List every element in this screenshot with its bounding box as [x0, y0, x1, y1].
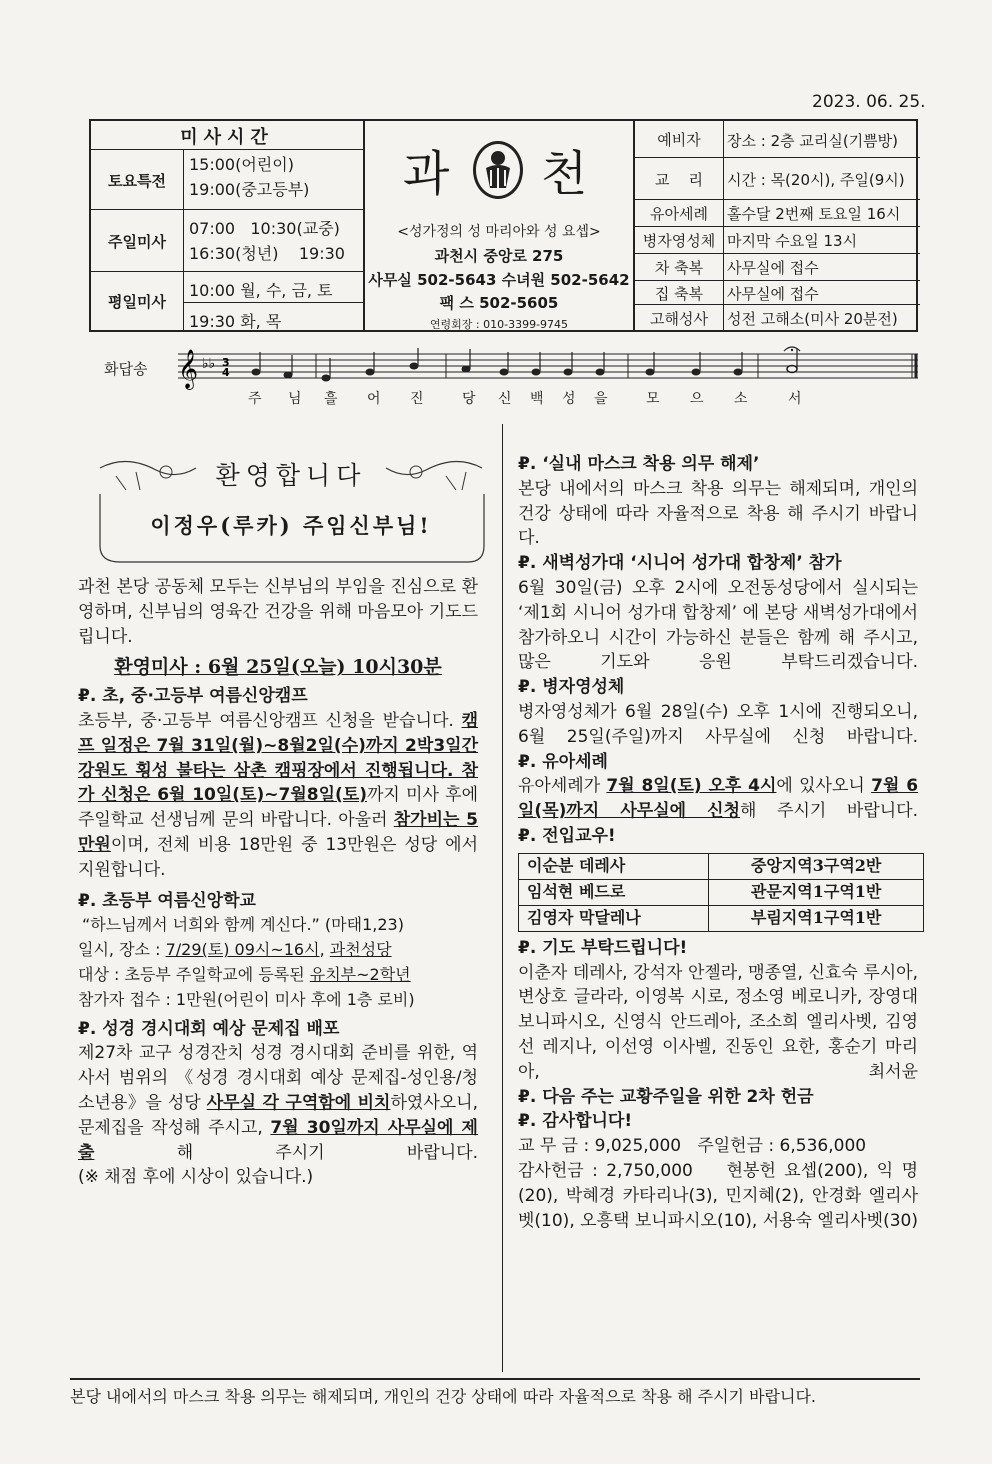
- mass-row-line: 19:30 화, 목: [189, 312, 282, 331]
- camp-heading: [78, 684, 478, 709]
- text-span: 캠프 일정은 7월 31일(월)~8월2일(수)까지 2박3일간 강원도 횡성 불타는 삼촌 캠핑장에서 진행됩니다. 참가 신청은 6월 10일(토)~7월8일(토): [78, 710, 478, 806]
- baptism-text: [518, 774, 918, 824]
- bullet-icon: ₽.: [518, 1111, 537, 1132]
- school-title: 초등부 여름신앙학교: [102, 890, 256, 911]
- mask-text: 본당 내에서의 마스크 착용 의무는 해제되며, 개인의 건강 상태에 따라 자율적으로 착용 해 주시기 바랍니다.: [518, 478, 918, 549]
- text-span: 대상 : 초등부 주일학교에 등록된: [78, 964, 310, 984]
- transfer-heading: [518, 824, 918, 849]
- bulletin-date: 2023. 06. 25.: [812, 92, 926, 112]
- lyric-syllable: 소: [734, 391, 748, 407]
- text-span: 유아세례가: [518, 776, 607, 797]
- welcome-banner: [96, 450, 486, 568]
- info-row: [635, 226, 920, 254]
- text-span: 까지 미사 후에 주일학교 선생님께 문의 바랍니다. 아울러: [78, 785, 478, 831]
- info-row: [635, 253, 920, 281]
- text-span: 7월 30일까지 사무실에 제출: [78, 1117, 478, 1163]
- mass-row-label: 토요특전: [91, 150, 184, 210]
- text-span: 해 주시기 바랍니다.: [740, 801, 918, 822]
- info-value: 마지막 수요일 13시: [727, 232, 858, 250]
- bullet-icon: ₽.: [518, 677, 537, 698]
- parish-info-table: [633, 121, 920, 330]
- mass-row-line: 19:00(중고등부): [189, 180, 310, 199]
- lyric-syllable: 님: [288, 391, 302, 407]
- text-span: 일시, 장소 :: [78, 940, 166, 960]
- sick-text: 병자영성체가 6월 28일(수) 오후 1시에 진행되오니, 6월 25일(주일)까지 사무실에 신청 바랍니다.: [518, 701, 918, 747]
- mass-row-label: 평일미사: [91, 272, 184, 331]
- lyric-syllable: 흘: [324, 391, 338, 407]
- info-row: [635, 157, 920, 200]
- info-key: 예비자: [635, 121, 724, 157]
- column-divider: [502, 424, 503, 1372]
- parish-logo-icon: [473, 141, 523, 199]
- svg-text:𝄞: 𝄞: [178, 349, 199, 389]
- choir-text: 6월 30일(금) 오후 2시에 오전동성당에서 실시되는 ‘제1회 시니어 성가대 합창제’ 에 본당 새벽성가대에서 참가하오니 시간이 가능하신 분들은 함께 해 주시고, 많은 기도와 응원 부탁드리겠습니다.: [518, 577, 918, 673]
- school-quote: “하느님께서 너희와 함께 계신다.” (마태1,23): [82, 915, 404, 935]
- bible-title: 성경 경시대회 예상 문제집 배포: [102, 1018, 340, 1039]
- bible-text: [78, 1041, 478, 1165]
- school-line: [78, 938, 478, 963]
- transfer-name: 임석현 베드로: [519, 879, 709, 905]
- parish-patron: <성가정의 성 마리아와 성 요셉>: [397, 224, 601, 240]
- parish-block: [365, 121, 633, 330]
- header-box: [89, 119, 918, 332]
- right-column: [518, 452, 918, 1233]
- sick-heading: [518, 675, 918, 700]
- transfer-name: 이순분 데레사: [519, 853, 709, 879]
- info-row: [635, 199, 920, 227]
- text-span: ,: [319, 940, 330, 960]
- bullet-icon: ₽.: [518, 751, 537, 772]
- lyric-syllable: 서: [788, 391, 802, 407]
- mass-row-label: 주일미사: [91, 210, 184, 272]
- text-span: 이며, 전체 비용 18만원 중 13만원은 성당 에서 지원합니다.: [78, 834, 478, 880]
- school-line: [78, 963, 478, 988]
- bullet-icon: ₽.: [78, 686, 97, 707]
- camp-title: 초, 중·고등부 여름신앙캠프: [102, 686, 308, 707]
- mask-title: ‘실내 마스크 착용 의무 해제’: [542, 454, 760, 474]
- info-value: 사무실에 접수: [727, 259, 819, 277]
- bullet-icon: ₽.: [518, 937, 537, 958]
- choir-heading: [518, 551, 918, 576]
- sick-title: 병자영성체: [542, 677, 625, 698]
- parish-name-right: 천: [541, 146, 588, 202]
- text-span: 7월 6일(목)까지 사무실에 신청: [518, 776, 919, 822]
- info-key: 교 리: [635, 158, 724, 200]
- table-row: [519, 879, 924, 905]
- bullet-icon: ₽.: [78, 890, 97, 911]
- transfer-title: 전입교우!: [542, 825, 616, 846]
- info-value: 장소 : 2층 교리실(기쁨방): [727, 132, 899, 150]
- mass-row-line: 07:00 10:30(교중): [189, 219, 340, 238]
- mass-row-line: 15:00(어린이): [189, 155, 294, 174]
- welcome-text: 과천 본당 공동체 모두는 신부님의 부임을 진심으로 환영하며, 신부님의 영육간 건강을 위해 마음모아 기도드립니다.: [78, 577, 478, 647]
- welcome-title: 환영합니다: [215, 461, 367, 490]
- info-value: 홀수달 2번째 토요일 16시: [727, 205, 901, 223]
- choir-title: 새벽성가대 ‘시니어 성가대 합창제’ 참가: [542, 553, 842, 574]
- parish-phones: 사무실 502-5643 수녀원 502-5642: [368, 271, 630, 289]
- music-staff: [178, 344, 920, 390]
- parish-council-phone: 연령회장 : 010-3399-9745: [429, 318, 569, 331]
- pope-title: 다음 주는 교황주일을 위한 2차 헌금: [542, 1086, 814, 1107]
- info-value: 사무실에 접수: [727, 285, 819, 303]
- thanks-line: 교 무 금 : 9,025,000 주일헌금 : 6,536,000: [518, 1136, 867, 1157]
- lyric-syllable: 을: [594, 391, 608, 407]
- transfer-table: [518, 853, 924, 932]
- school-line: 참가자 접수 : 1만원(어린이 미사 후에 1층 로비): [78, 989, 415, 1009]
- lyric-syllable: 진: [410, 391, 424, 407]
- lyric-syllable: 신: [498, 391, 512, 407]
- thanks-title: 감사합니다!: [542, 1111, 633, 1132]
- mass-row-sunday: [91, 209, 363, 272]
- school-heading: [78, 889, 478, 914]
- thanks-heading: [518, 1109, 918, 1134]
- svg-text:3: 3: [222, 356, 230, 369]
- text-span: 사무실 각 구역함에 비치: [206, 1092, 391, 1113]
- bible-heading: [78, 1017, 478, 1042]
- info-value: 성전 고해소(미사 20분전): [727, 310, 898, 328]
- bullet-icon: ₽.: [518, 454, 537, 474]
- transfer-area: 중앙지역3구역2반: [709, 853, 924, 879]
- lyric-syllable: 으: [690, 391, 704, 407]
- text-span: 7월 8일(토) 오후 4시: [606, 776, 777, 797]
- mass-row-weekday: [91, 271, 363, 331]
- mass-row-saturday: [91, 149, 363, 210]
- transfer-area: 부림지역1구역1반: [709, 905, 924, 931]
- text-span: 하였사오니, 문제집을 작성해 주시고,: [78, 1092, 478, 1138]
- baptism-title: 유아세례: [542, 751, 608, 772]
- prayer-title: 기도 부탁드립니다!: [542, 937, 688, 958]
- text-span: 해 주시기 바랍니다.: [94, 1142, 478, 1163]
- transfer-name: 김영자 막달레나: [519, 905, 709, 931]
- bullet-icon: ₽.: [78, 1018, 97, 1039]
- text-span: 7/29(토) 09시~16시: [165, 940, 320, 960]
- thanks-line: 감사헌금 : 2,750,000 현봉헌 요셉(200), 익 명(20), 박혜경 카타리나(3), 민지혜(2), 안경화 엘리사벳(10), 오흥택 보니파시오(10), 서용숙 엘리사벳(30): [518, 1160, 918, 1231]
- prayer-text: 이춘자 데레사, 강석자 안젤라, 맹종열, 신효숙 루시아, 변상호 글라라, 이영복 시로, 정소영 베로니카, 장영대 보니파시오, 신영식 안드레아, 조소희 엘리사벳, 김영선 레지나, 이선영 이사벨, 진동인 요한, 홍순기 마리아, 최서윤: [518, 962, 918, 1082]
- parish-fax: 팩 스 502-5605: [439, 294, 559, 312]
- lyric-syllable: 당: [462, 391, 476, 407]
- text-span: 제27차 교구 성경잔치 성경 경시대회 준비를 위한, 역사서 범위의 《성경 경시대회 예상 문제집-성인용/청소년용》을 성당: [78, 1043, 478, 1113]
- info-row: [635, 121, 920, 157]
- bullet-icon: ₽.: [518, 553, 537, 574]
- transfer-area: 관문지역1구역1반: [709, 879, 924, 905]
- info-key: 유아세례: [635, 200, 724, 227]
- text-span: 초등부, 중·고등부 여름신앙캠프 신청을 받습니다.: [78, 710, 462, 731]
- lyric-syllable: 주: [248, 391, 262, 407]
- pope-heading: [518, 1085, 918, 1110]
- info-key: 병자영성체: [635, 227, 724, 254]
- hymn-label: 화답송: [104, 360, 148, 378]
- mass-row-line: 16:30(청년) 19:30: [189, 244, 345, 263]
- left-column: [78, 575, 478, 1190]
- parish-name-left: 과: [403, 146, 450, 202]
- text-span: 참가비는 5만원: [78, 810, 478, 855]
- mass-times-title: 미사시간: [180, 127, 274, 148]
- info-key: 고해성사: [635, 305, 724, 331]
- welcome-mass-line: 환영미사 : 6월 25일(오늘) 10시30분: [114, 656, 442, 679]
- table-row: [519, 853, 924, 879]
- baptism-heading: [518, 750, 918, 775]
- text-span: 과천성당: [329, 940, 392, 960]
- info-row: [635, 280, 920, 305]
- svg-text:♭♭: ♭♭: [202, 356, 216, 372]
- lyric-syllable: 어: [367, 391, 381, 407]
- bible-note: (※ 채점 후에 시상이 있습니다.): [78, 1167, 314, 1188]
- svg-text:4: 4: [222, 366, 230, 379]
- bullet-icon: ₽.: [518, 825, 537, 846]
- info-row: [635, 304, 920, 331]
- info-key: 차 축복: [635, 254, 724, 281]
- text-span: 유치부~2학년: [309, 964, 411, 984]
- divider: [183, 302, 363, 303]
- welcome-name: 이정우(루카) 주임신부님!: [150, 513, 432, 538]
- lyric-syllable: 성: [562, 391, 576, 407]
- camp-text: [78, 709, 478, 883]
- info-value: 시간 : 목(20시), 주일(9시): [727, 171, 905, 189]
- lyric-syllable: 모: [646, 391, 660, 407]
- prayer-heading: [518, 936, 918, 961]
- footer-notice: 본당 내에서의 마스크 착용 의무는 해제되며, 개인의 건강 상태에 따라 자율적으로 착용 해 주시기 바랍니다.: [70, 1378, 920, 1407]
- parish-address: 과천시 중앙로 275: [434, 247, 564, 265]
- mass-times-table: [91, 121, 365, 330]
- text-span: 에 있사오니: [776, 776, 872, 797]
- info-key: 집 축복: [635, 281, 724, 305]
- lyric-syllable: 백: [530, 391, 544, 407]
- mass-row-line: 10:00 월, 수, 금, 토: [189, 281, 333, 300]
- mask-heading: [518, 452, 918, 477]
- bullet-icon: ₽.: [518, 1086, 537, 1107]
- table-row: [519, 905, 924, 931]
